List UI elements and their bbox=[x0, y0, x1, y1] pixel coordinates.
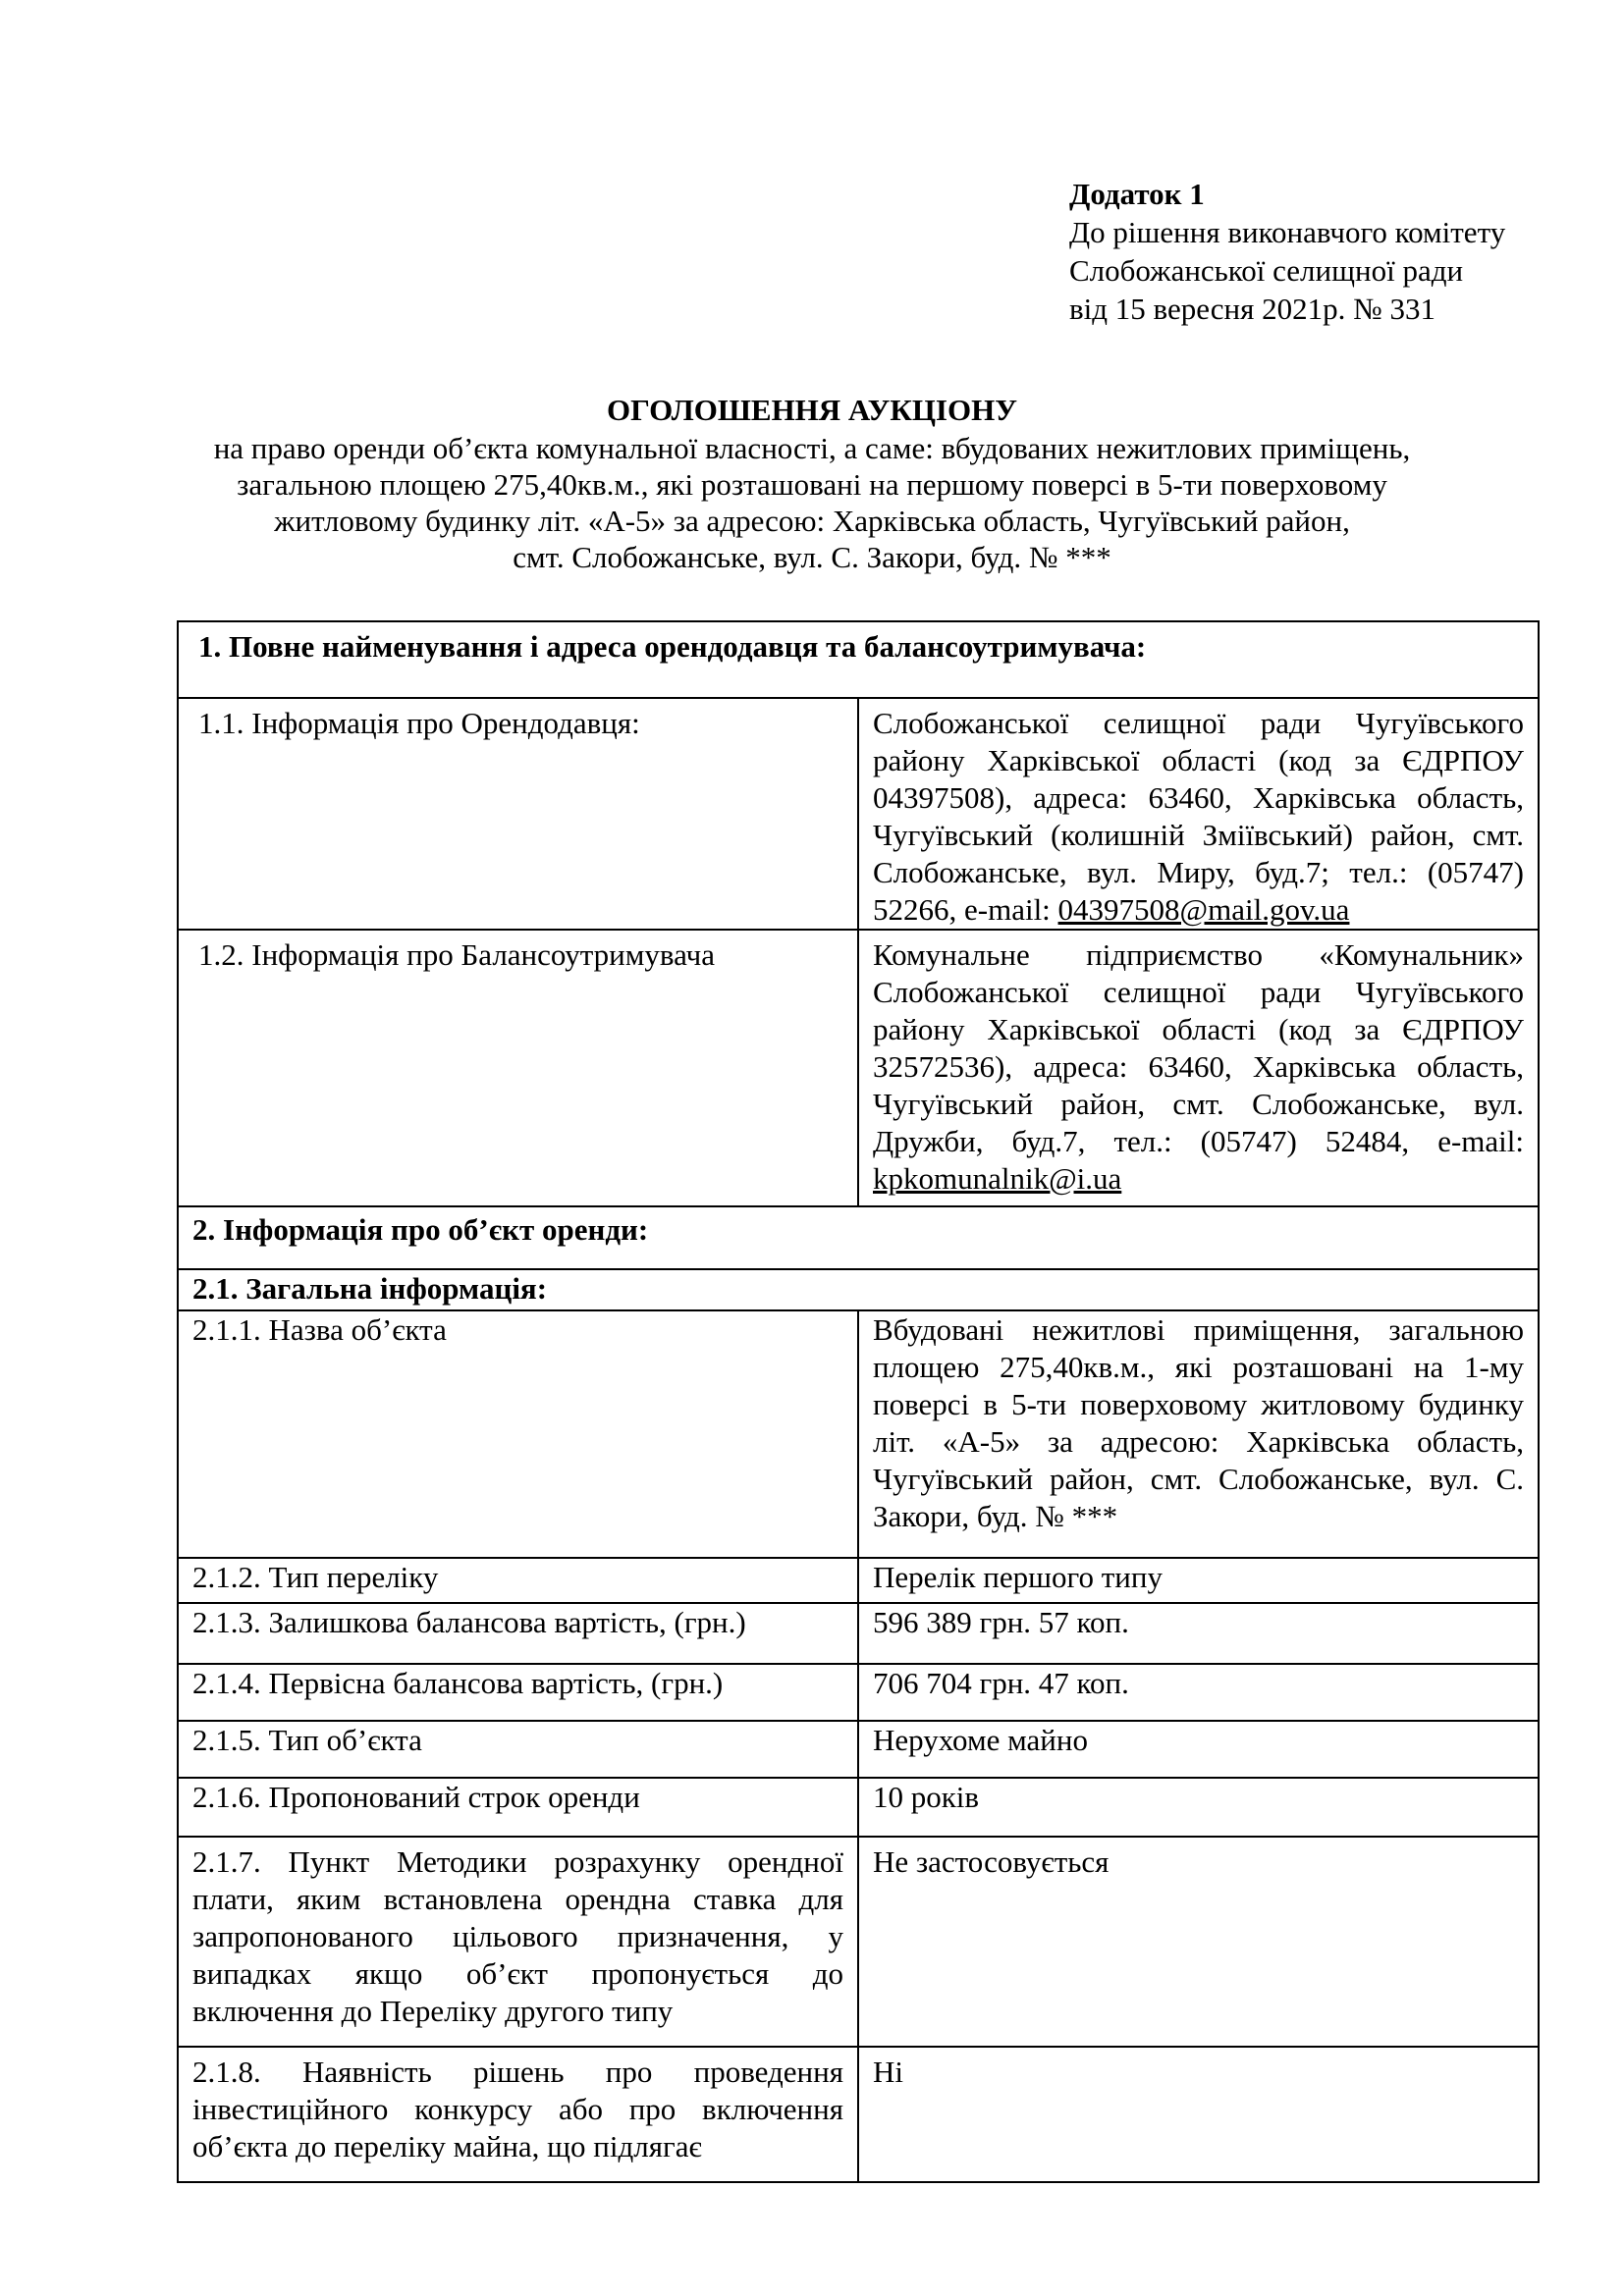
table-row-2-1-1 bbox=[178, 1310, 1539, 1558]
object-type-value: Нерухоме майно bbox=[858, 1721, 1539, 1778]
balance-holder-text: Комунальне підприємство «Комунальник» Слобожанської селищної ради Чугуївського району Харківської області (код за ЄДРПОУ 32572536), адреса: 63460, Харківська область, Чугуївський район, смт. Слобожанське, вул. Дружби, буд.7, тел.: (05747) 52484, e-mail: bbox=[873, 937, 1524, 1158]
table-row-2-1-3 bbox=[178, 1603, 1539, 1664]
table-row-1-1 bbox=[178, 698, 1539, 930]
methodology-clause-value: Не застосовується bbox=[858, 1837, 1539, 2047]
addendum-block bbox=[1069, 175, 1505, 328]
table-row-1-2 bbox=[178, 930, 1539, 1206]
addendum-line-1: До рішення виконавчого комітету bbox=[1069, 215, 1506, 249]
investment-decision-label: 2.1.8. Наявність рішень про проведення інвестиційного конкурсу або про включення об’єкта до переліку майна, що підлягає bbox=[178, 2047, 858, 2182]
list-type-label: 2.1.2. Тип переліку bbox=[178, 1558, 858, 1603]
announcement-subtitle-line-4: смт. Слобожанське, вул. С. Закори, буд. № *** bbox=[513, 540, 1111, 574]
announcement-subtitle-line-3: житловому будинку літ. «А-5» за адресою: Харківська область, Чугуївський район, bbox=[274, 504, 1350, 538]
balance-holder-label: 1.2. Інформація про Балансоутримувача bbox=[178, 930, 858, 1206]
section-1-header: 1. Повне найменування і адреса орендодавця та балансоутримувача: bbox=[178, 621, 1539, 698]
addendum-line-3: від 15 вересня 2021р. № 331 bbox=[1069, 292, 1435, 326]
section-row-2 bbox=[178, 1206, 1539, 1269]
object-name-value: Вбудовані нежитлові приміщення, загальною площею 275,40кв.м., які розташовані на 1-му поверсі в 5-ти поверховому житловому будинку літ. «А-5» за адресою: Харківська область, Чугуївський район, смт. Слобожанське, вул. С. Закори, буд. № *** bbox=[858, 1310, 1539, 1558]
investment-decision-value: Ні bbox=[858, 2047, 1539, 2182]
addendum-line-2: Слобожанської селищної ради bbox=[1069, 253, 1464, 288]
initial-value-label: 2.1.4. Первісна балансова вартість, (грн.) bbox=[178, 1664, 858, 1721]
announcement-heading bbox=[147, 391, 1477, 575]
list-type-value: Перелік першого типу bbox=[858, 1558, 1539, 1603]
section-row-2-1 bbox=[178, 1269, 1539, 1310]
initial-value-value: 706 704 грн. 47 коп. bbox=[858, 1664, 1539, 1721]
residual-value-label: 2.1.3. Залишкова балансова вартість, (грн.) bbox=[178, 1603, 858, 1664]
section-2-header: 2. Інформація про об’єкт оренди: bbox=[178, 1206, 1539, 1269]
lease-term-label: 2.1.6. Пропонований строк оренди bbox=[178, 1778, 858, 1837]
balance-holder-email-link[interactable]: kpkomunalnik@i.ua bbox=[873, 1161, 1122, 1196]
lessor-email-link[interactable]: 04397508@mail.gov.ua bbox=[1057, 892, 1350, 927]
section-2-1-header: 2.1. Загальна інформація: bbox=[178, 1269, 1539, 1310]
announcement-title: ОГОЛОШЕННЯ АУКЦІОНУ bbox=[607, 393, 1017, 427]
lessor-info-label: 1.1. Інформація про Орендодавця: bbox=[178, 698, 858, 930]
auction-info-table bbox=[177, 620, 1540, 2183]
lessor-info-text: Слобожанської селищної ради Чугуївського району Харківської області (код за ЄДРПОУ 04397508), адреса: 63460, Харківська область, Чугуївський (колишній Зміївський) район, смт. Слобожанське, вул. Миру, буд.7; тел.: (05747) 52266, e-mail: bbox=[873, 706, 1524, 927]
section-row-1 bbox=[178, 621, 1539, 698]
announcement-subtitle-line-2: загальною площею 275,40кв.м., які розташовані на першому поверсі в 5-ти поверховому bbox=[237, 467, 1387, 502]
lessor-info-value bbox=[858, 698, 1539, 930]
table-row-2-1-6 bbox=[178, 1778, 1539, 1837]
object-type-label: 2.1.5. Тип об’єкта bbox=[178, 1721, 858, 1778]
methodology-clause-label: 2.1.7. Пункт Методики розрахунку орендної плати, яким встановлена орендна ставка для запропонованого цільового призначення, у випадках якщо об’єкт пропонується до включення до Переліку другого типу bbox=[178, 1837, 858, 2047]
addendum-title: Додаток 1 bbox=[1069, 177, 1205, 211]
residual-value-value: 596 389 грн. 57 коп. bbox=[858, 1603, 1539, 1664]
balance-holder-value bbox=[858, 930, 1539, 1206]
table-row-2-1-8 bbox=[178, 2047, 1539, 2182]
table-row-2-1-2 bbox=[178, 1558, 1539, 1603]
table-row-2-1-5 bbox=[178, 1721, 1539, 1778]
announcement-subtitle-line-1: на право оренди об’єкта комунальної власності, а саме: вбудованих нежитлових приміщень, bbox=[213, 431, 1411, 465]
object-name-label: 2.1.1. Назва об’єкта bbox=[178, 1310, 858, 1558]
table-row-2-1-4 bbox=[178, 1664, 1539, 1721]
lease-term-value: 10 років bbox=[858, 1778, 1539, 1837]
table-row-2-1-7 bbox=[178, 1837, 1539, 2047]
